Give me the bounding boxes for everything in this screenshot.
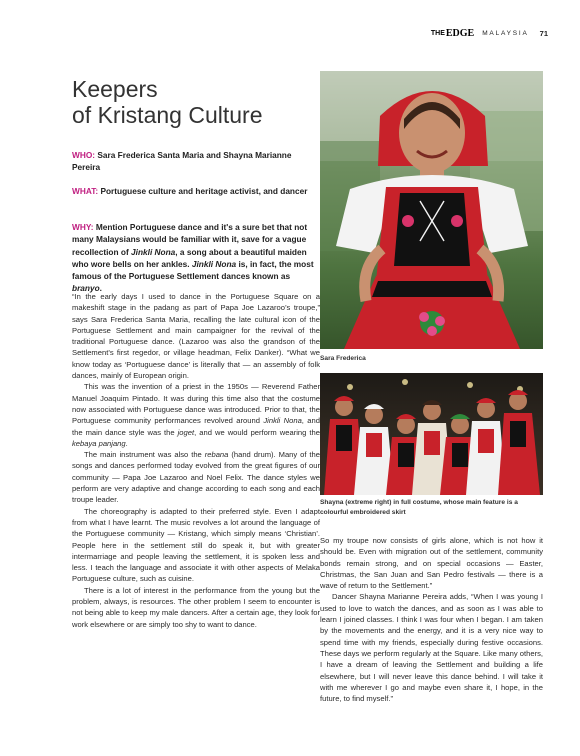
photo-sara-frederica <box>320 71 543 349</box>
p2-text-a: This was the invention of a priest in the 1950s — Reverend Father Manuel Joaquim Pintado. It was during this time also that the costume now associated with Portuguese dance was introduced. Prior to that, the Portuguese community performances revolved around <box>72 382 320 426</box>
body-column-left <box>72 291 320 630</box>
photo-dancers-group <box>320 373 543 495</box>
masthead-country: MALAYSIA <box>482 29 529 37</box>
body-paragraph-3 <box>72 449 320 505</box>
why-song-title: Jinkli Nona <box>131 246 176 257</box>
who-block <box>72 149 318 174</box>
what-label: WHAT: <box>72 186 99 196</box>
photo-caption-1: Sara Frederica <box>320 355 366 362</box>
body-paragraph-5: There is a lot of interest in the performance from the young but the problem, always, is resources. The other problem I seem to encounter is not being able to keep my male dancers. After a certain age, they look for work elsewhere or are simply too shy to want to dance. <box>72 585 320 629</box>
body-column-right <box>320 535 543 704</box>
why-text-2: , a song about a beautiful maiden who wore bells on her ankles. <box>72 246 307 269</box>
article-title <box>72 76 312 128</box>
what-text: Portuguese culture and heritage activist, and dancer <box>100 186 308 196</box>
p3-text-b: (hand drum). Many of the songs and dances performed today evolved from the great figures of our community — Papa Joe Lazaroo and Noel Felix. The dance styles we perform are very adaptive and change according to each song and each troupe leader. <box>72 450 320 505</box>
why-text-3: is, in fact, the most famous of the Portuguese Settlement dances known as <box>72 258 314 282</box>
masthead <box>431 27 548 39</box>
p3-rebana: rebana <box>204 450 229 460</box>
body-paragraph-1: “In the early days I used to dance in the Portuguese Square on a makeshift stage in the padang as part of Papa Joe Lazaroo’s troupe,” says Sara Frederica Santa Maria, recalling the late cultural icon of the Portuguese Settlement and main campaigner for the revival of the traditional Portuguese dance. (Lazaroo was also the grandson of the Settlement’s first regedor, or village headman, Felix Danker). “What we know today as ‘Portuguese dance’ is literally that — an assembly of folk dances, mainly of European origin. <box>72 292 320 381</box>
body-paragraph-4: The choreography is adapted to their preferred style. Even I adapt from what I have learnt. The music revolves a lot around the language of the Portuguese community — Kristang, which simply means ‘Christian’. People here in the settlement still do speak it, but with greater intermarriage and people leaving the settlement, it is spoken less and less. I teach the language and associate it with other aspects of Melaka Portuguese culture, such as cuisine. <box>72 506 320 584</box>
why-term: branyo <box>72 283 100 294</box>
p3-text-a: The main instrument was also the <box>84 450 205 460</box>
why-label: WHY: <box>72 222 94 232</box>
why-song-title-2: Jinkli Nona <box>191 258 237 269</box>
why-block <box>72 221 318 295</box>
who-text: Sara Frederica Santa Maria and Shayna Marianne Pereira <box>72 150 292 173</box>
p2-joget: joget <box>177 427 195 437</box>
title-line-2: of Kristang Culture <box>72 102 263 128</box>
group-illustration <box>320 373 543 495</box>
masthead-logo: EDGE <box>445 27 475 39</box>
photo-caption-2: Shayna (extreme right) in full costume, whose main feature is a colourful embroidered skirt <box>320 499 518 516</box>
title-line-1: Keepers <box>72 76 158 102</box>
p2-text-d: . <box>125 438 128 448</box>
body-paragraph-7: Dancer Shayna Marianne Pereira adds, “When I was young I used to love to watch the dances, and as soon as I was able to learn I joined classes. I think I was four when I began. I am taken by the movements and the energy, and it is a very nice way to spend time with my friends, especially during festive occasions. These days we perform regularly at the Square. Like many others, I have a dream of leaving the Settlement and building a life elsewhere, but I will never leave this dance behind. I will take it with me wherever I go and maybe even share it, I hope, in the future, to find myself.” <box>320 592 543 704</box>
p2-song: Jinkli Nona <box>263 416 302 426</box>
p2-text-b: , and the main dance style was the <box>72 416 320 437</box>
page-number: 71 <box>539 28 548 38</box>
why-text-4: . <box>99 283 102 294</box>
body-paragraph-6: So my troupe now consists of girls alone, which is not how it should be. Even with migration out of the settlement, community bonds remain strong, and on special occasions — Easter, Christmas, the San Juan and San Pedro festivals — there is a wave of return to the Settlement.” <box>320 536 543 591</box>
who-label: WHO: <box>72 150 96 160</box>
what-block <box>72 185 318 197</box>
portrait-illustration <box>320 71 543 349</box>
p2-kebaya: kebaya panjang <box>72 438 126 448</box>
masthead-the: THE <box>430 29 445 37</box>
body-paragraph-2 <box>72 381 320 449</box>
why-text-1: Mention Portuguese dance and it's a sure bet that not many Malaysians would be familiar with it, save for a vague recollection of <box>72 222 308 257</box>
p2-text-c: , and we would perform wearing the <box>194 427 320 437</box>
